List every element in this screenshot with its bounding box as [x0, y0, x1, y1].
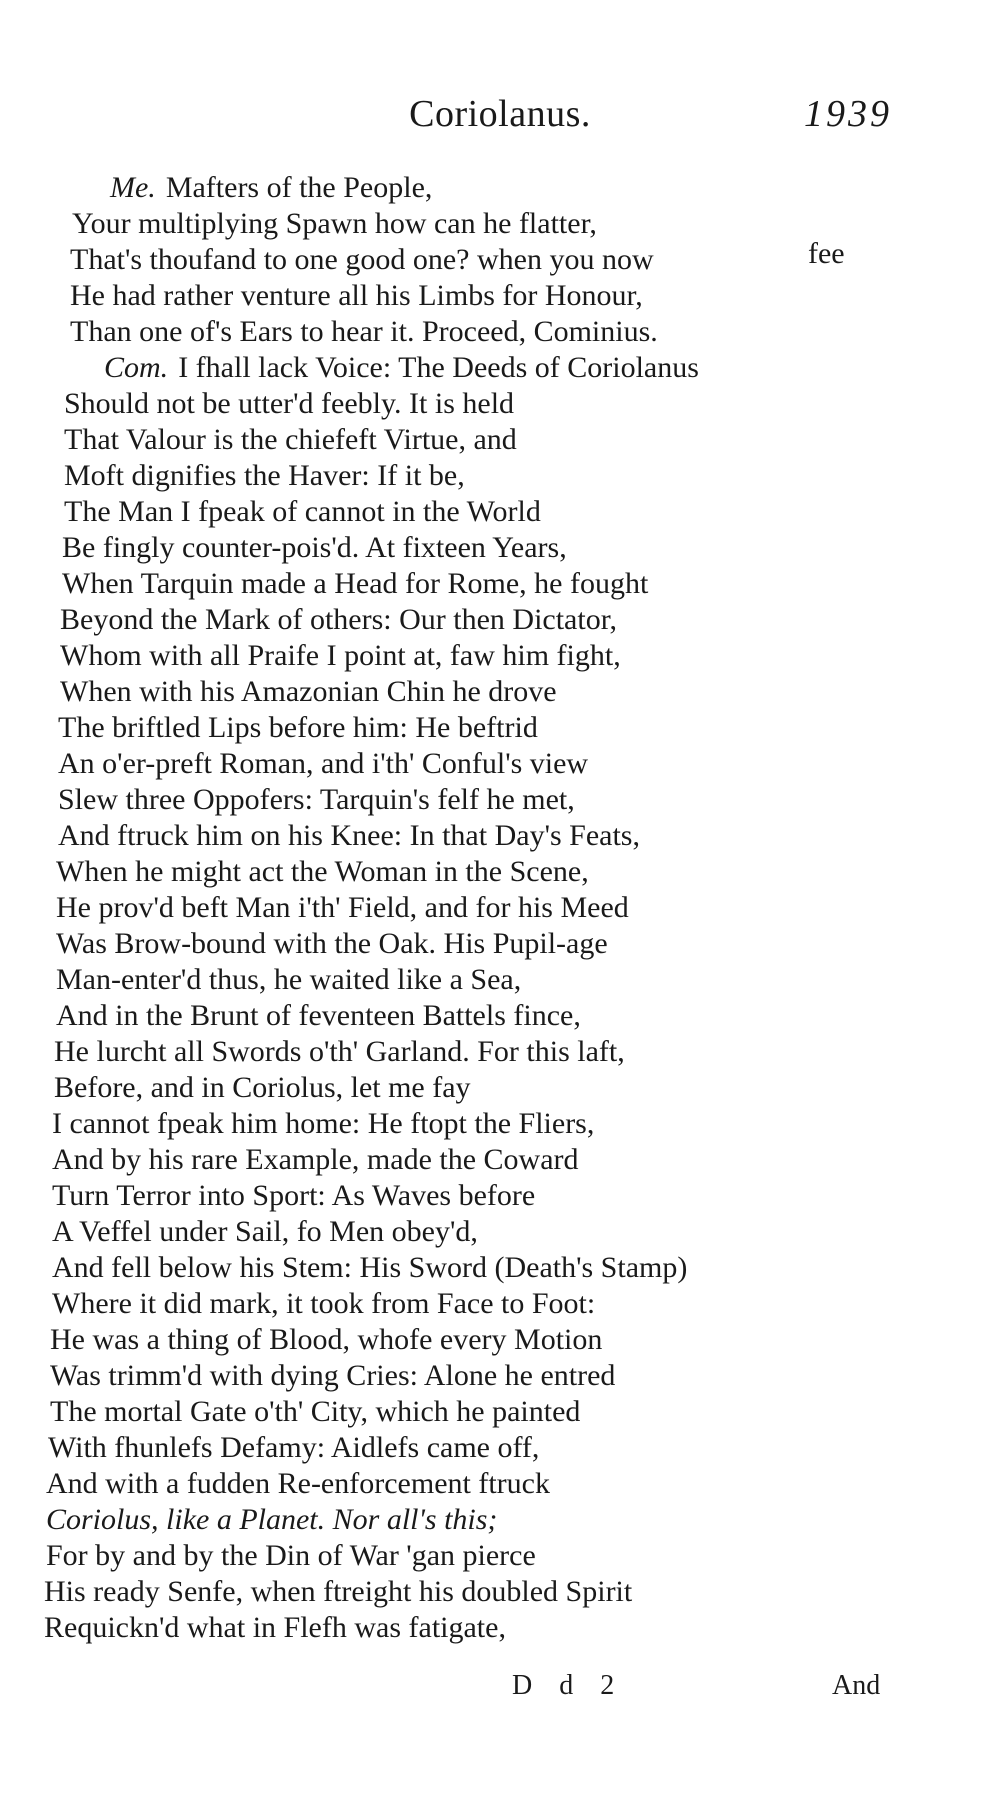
text-line: Man-enter'd thus, he waited like a Sea,: [56, 963, 522, 996]
text-line: When he might act the Woman in the Scene,: [56, 855, 589, 888]
speaker-name: Me.: [110, 171, 156, 204]
text-line: And by his rare Example, made the Coward: [52, 1143, 579, 1176]
text-line: He lurcht all Swords o'th' Garland. For this laft,: [54, 1035, 625, 1068]
text-line: [104, 350, 699, 386]
text-line: Was Brow-bound with the Oak. His Pupil-age: [56, 927, 608, 960]
text-line: A Veffel under Sail, fo Men obey'd,: [52, 1215, 478, 1248]
text-line: His ready Senfe, when ftreight his doubled Spirit: [44, 1575, 633, 1608]
text-line: Your multiplying Spawn how can he flatter,: [72, 207, 597, 240]
text-line: The briftled Lips before him: He beftrid: [58, 711, 538, 744]
overflow-word: fee: [808, 237, 845, 270]
text-line: He had rather venture all his Limbs for Honour,: [70, 279, 643, 312]
catchword: And: [832, 1670, 881, 1701]
text-line: Was trimm'd with dying Cries: Alone he entred: [50, 1359, 616, 1392]
text-line: That's thoufand to one good one? when you now: [70, 243, 654, 276]
text-line: Moft dignifies the Haver: If it be,: [64, 459, 465, 492]
text-line: I cannot fpeak him home: He ftopt the Fliers,: [52, 1107, 595, 1140]
speaker-name: Com.: [104, 351, 169, 384]
text-line: When Tarquin made a Head for Rome, he fought: [62, 567, 649, 600]
text-line: The Man I fpeak of cannot in the World: [64, 495, 541, 528]
page-number: 1939: [804, 93, 892, 135]
text-line: Be fingly counter-pois'd. At fixteen Years,: [62, 531, 567, 564]
text-line: Requickn'd what in Flefh was fatigate,: [44, 1611, 506, 1644]
text-line: Slew three Oppofers: Tarquin's felf he met,: [58, 783, 575, 816]
text-line: Should not be utter'd feebly. It is held: [64, 387, 515, 420]
text-line: With fhunlefs Defamy: Aidlefs came off,: [48, 1431, 540, 1464]
text-line: An o'er-preft Roman, and i'th' Conful's view: [58, 747, 589, 780]
text-line: [110, 170, 432, 206]
text-line: And with a fudden Re-enforcement ftruck: [46, 1467, 550, 1500]
text-line: And in the Brunt of feventeen Battels fince,: [56, 999, 581, 1032]
text-line: That Valour is the chiefeft Virtue, and: [64, 423, 517, 456]
text-line: Before, and in Coriolus, let me fay: [54, 1071, 471, 1104]
text-line: When with his Amazonian Chin he drove: [60, 675, 557, 708]
text-line: For by and by the Din of War 'gan pierce: [46, 1539, 536, 1572]
text-line: Than one of's Ears to hear it. Proceed, Cominius.: [70, 315, 658, 348]
text-line: Turn Terror into Sport: As Waves before: [52, 1179, 536, 1212]
text-line: He prov'd beft Man i'th' Field, and for his Meed: [56, 891, 629, 924]
text-line: The mortal Gate o'th' City, which he painted: [50, 1395, 581, 1428]
text-line: Where it did mark, it took from Face to Foot:: [52, 1287, 596, 1320]
text-line: He was a thing of Blood, whofe every Motion: [50, 1323, 603, 1356]
text-line: Coriolus, like a Planet. Nor all's this;: [46, 1503, 498, 1536]
line-text: I fhall lack Voice: The Deeds of Coriolanus: [178, 351, 699, 384]
page-title: Coriolanus.: [409, 93, 591, 135]
line-text: Mafters of the People,: [165, 171, 433, 204]
text-line: And ftruck him on his Knee: In that Day's Feats,: [58, 819, 640, 852]
text-line: Whom with all Praife I point at, faw him fight,: [60, 639, 621, 672]
text-line: Beyond the Mark of others: Our then Dictator,: [60, 603, 617, 636]
text-line: And fell below his Stem: His Sword (Death's Stamp): [52, 1251, 688, 1284]
signature-mark: D d 2: [512, 1670, 625, 1701]
